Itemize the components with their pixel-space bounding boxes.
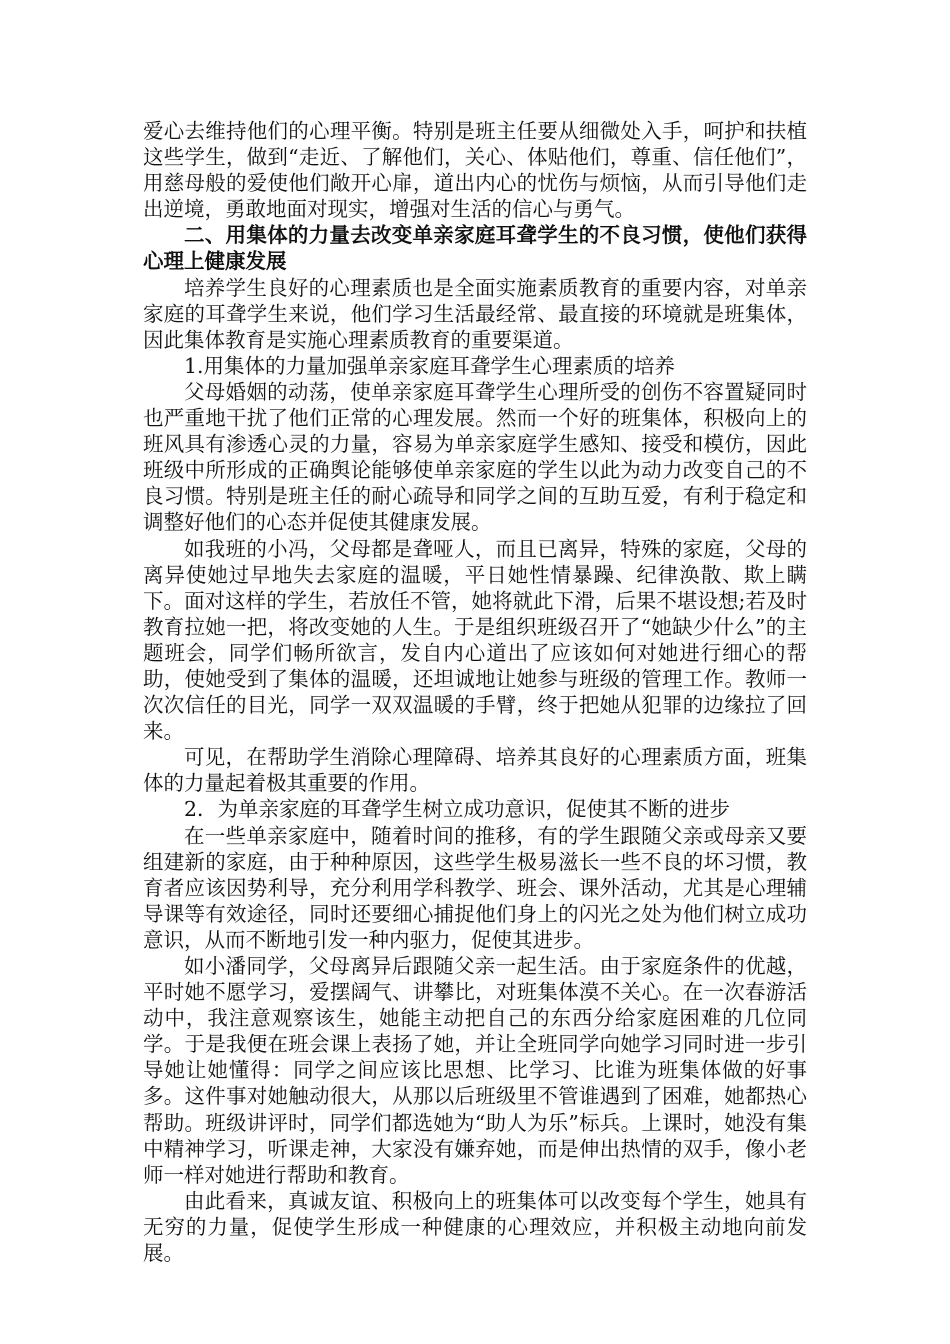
body-paragraph: 如我班的小冯，父母都是聋哑人，而且已离异，特殊的家庭，父母的离异使她过早地失去家庭的温暖，平日她性情暴躁、纪律涣散、欺上瞒下。面对这样的学生，若放任不管，她将就此下滑，后果不堪设想;若及时教育拉她一把，将改变她的人生。于是组织班级召开了“她缺少什么”的主题班会，同学们畅所欲言，发自内心道出了应该如何对她进行细心的帮助，使她受到了集体的温暖，还坦诚地让她参与班级的管理工作。教师一次次信任的目光，同学一双双温暖的手臂，终于把她从犯罪的边缘拉了回来。 — [143, 536, 807, 744]
section-heading: 二、用集体的力量去改变单亲家庭耳聋学生的不良习惯，使他们获得心理上健康发展 — [143, 223, 807, 274]
subsection-heading: 2．为单亲家庭的耳聋学生树立成功意识，促使其不断的进步 — [184, 797, 731, 822]
body-paragraph: 培养学生良好的心理素质也是全面实施素质教育的重要内容，对单亲家庭的耳聋学生来说，他们学习生活最经常、最直接的环境就是班集体，因此集体教育是实施心理素质教育的重要渠道。 — [143, 275, 807, 352]
body-paragraph: 可见，在帮助学生消除心理障碍、培养其良好的心理素质方面，班集体的力量起着极其重要的作用。 — [143, 745, 807, 796]
subsection-heading: 1.用集体的力量加强单亲家庭耳聋学生心理素质的培养 — [184, 353, 676, 378]
document-page — [143, 118, 807, 1266]
body-paragraph: 由此看来，真诚友谊、积极向上的班集体可以改变每个学生，她具有无穷的力量，促使学生形成一种健康的心理效应，并积极主动地向前发展。 — [143, 1188, 807, 1266]
body-paragraph: 在一些单亲家庭中，随着时间的推移，有的学生跟随父亲或母亲又要组建新的家庭，由于种种原因，这些学生极易滋长一些不良的坏习惯，教育者应该因势利导，充分利用学科教学、班会、课外活动，尤其是心理辅导课等有效途径，同时还要细心捕捉他们身上的闪光之处为他们树立成功意识，从而不断地引发一种内驱力，促使其进步。 — [143, 823, 807, 952]
body-paragraph: 爱心去维持他们的心理平衡。特别是班主任要从细微处入手，呵护和扶植这些学生，做到“走近、了解他们，关心、体贴他们，尊重、信任他们”，用慈母般的爱使他们敞开心扉，道出内心的忧伤与烦恼，从而引导他们走出逆境，勇敢地面对现实，增强对生活的信心与勇气。 — [143, 119, 807, 222]
body-paragraph: 父母婚姻的动荡，使单亲家庭耳聋学生心理所受的创伤不容置疑同时也严重地干扰了他们正常的心理发展。然而一个好的班集体，积极向上的班风具有渗透心灵的力量，容易为单亲家庭学生感知、接受和模仿，因此班级中所形成的正确舆论能够使单亲家庭的学生以此为动力改变自己的不良习惯。特别是班主任的耐心疏导和同学之间的互助互爱，有利于稳定和调整好他们的心态并促使其健康发展。 — [143, 379, 807, 535]
body-paragraph: 如小潘同学，父母离异后跟随父亲一起生活。由于家庭条件的优越，平时她不愿学习，爱摆阔气、讲攀比，对班集体漠不关心。在一次春游活动中，我注意观察该生，她能主动把自己的东西分给家庭困难的几位同学。于是我便在班会课上表扬了她，并让全班同学向她学习同时进一步引导她让她懂得：同学之间应该比思想、比学习、比谁为班集体做的好事多。这件事对她触动很大，从那以后班级里不管谁遇到了困难，她都热心帮助。班级讲评时，同学们都选她为“助人为乐”标兵。上课时，她没有集中精神学习，听课走神，大家没有嫌弃她，而是伸出热情的双手，像小老师一样对她进行帮助和教育。 — [143, 954, 807, 1187]
